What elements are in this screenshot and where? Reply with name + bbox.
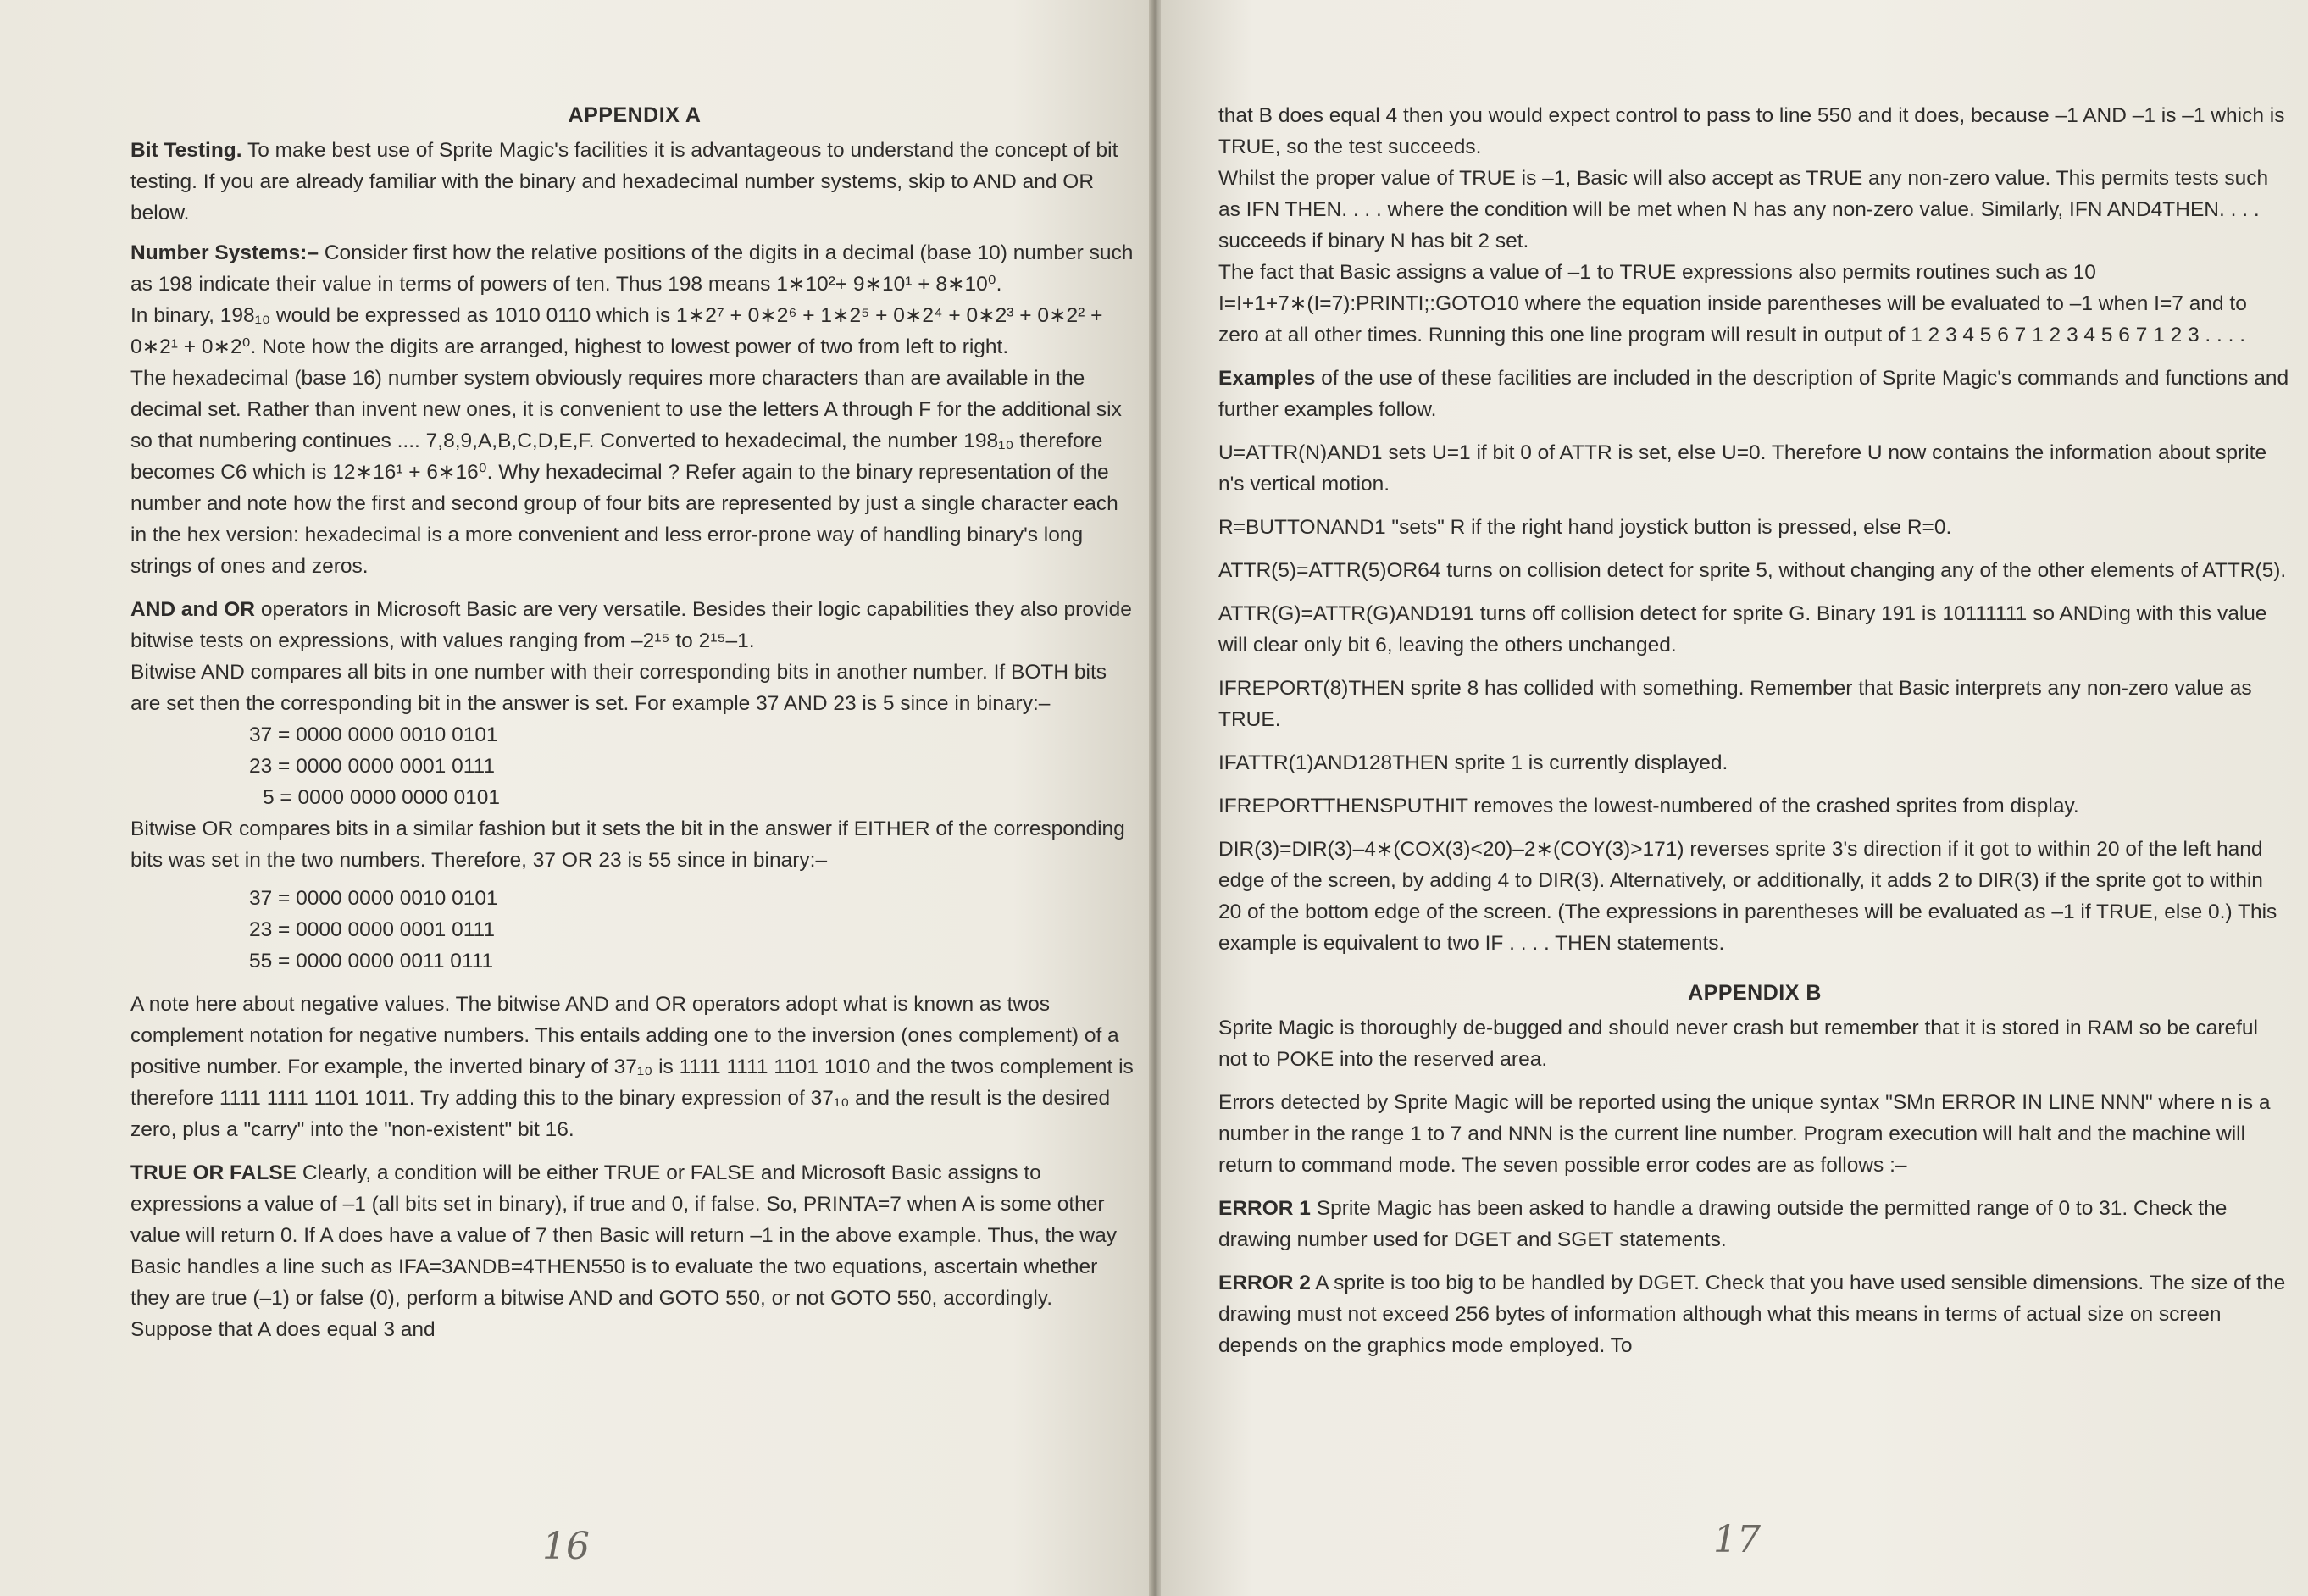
right-text-column (1218, 100, 2291, 1361)
hex-paragraph: The hexadecimal (base 16) number system obviously requires more characters than are available in the decimal set. Rather than invent new ones, it is convenient to use the letters A through F for the additional six so that numbering continues .... 7,8,9,A,B,C,D,E,F. Converted to hexadecimal, the number 198₁₀ therefore becomes C6 which is 12∗16¹ + 6∗16⁰. Why hexadecimal ? Refer again to the binary representation of the number and note how the first and second group of four bits are represented by just a single character each in the hex version: hexadecimal is a more convenient and less error-prone way of handling binary's long strings of ones and zeros. (130, 367, 1122, 578)
right-page (1161, 0, 2308, 1596)
error-1-text: Sprite Magic has been asked to handle a drawing outside the permitted range of 0 to 31. Check the drawing number used for DGET and SGET statements. (1218, 1197, 2228, 1251)
examples-text: of the use of these facilities are included in the description of Sprite Magic's commands and functions and further examples follow. (1218, 367, 2289, 421)
example-ifattr: IFATTR(1)AND128THEN sprite 1 is currently displayed. (1218, 751, 1728, 774)
true-false-lead: TRUE OR FALSE (130, 1161, 297, 1184)
and-or-text: operators in Microsoft Basic are very versatile. Besides their logic capabilities they also provide bitwise tests on expressions, with values ranging from –2¹⁵ to 2¹⁵–1. (130, 598, 1132, 652)
example-button: R=BUTTONAND1 "sets" R if the right hand joystick button is pressed, else R=0. (1218, 516, 1952, 539)
bitwise-and-paragraph: Bitwise AND compares all bits in one number with their corresponding bits in another number. If BOTH bits are set then the corresponding bit in the answer is set. For example 37 AND 23 is 5 since in binary:– (130, 661, 1107, 715)
example-attr-and1: U=ATTR(N)AND1 sets U=1 if bit 0 of ATTR is set, else U=0. Therefore U now contains the information about sprite n's vertical motion. (1218, 441, 2267, 496)
bit-testing-paragraph (130, 135, 1139, 229)
example-attr-and191: ATTR(G)=ATTR(G)AND191 turns off collision detect for sprite G. Binary 191 is 10111111 so ANDing with this value will clear only bit 6, leaving the others unchanged. (1218, 602, 2267, 657)
left-page (0, 0, 1151, 1596)
or-example-line: 37 = 0000 0000 0010 0101 (249, 887, 498, 910)
or-example-block (130, 883, 1139, 977)
error-1-paragraph (1218, 1193, 2291, 1255)
and-or-lead: AND and OR (130, 598, 255, 621)
examples-lead: Examples (1218, 367, 1316, 390)
nonzero-paragraph: Whilst the proper value of TRUE is –1, Basic will also accept as TRUE any non-zero value. This permits tests such as IFN THEN. . . . where the condition will be met when N has any non-zero value. Similarly, IFN AND4THEN. . . . succeeds if binary N has bit 2 set. (1218, 167, 2269, 252)
error-2-paragraph (1218, 1267, 2291, 1361)
page-number-left: 16 (542, 1525, 590, 1568)
left-text-column (130, 100, 1139, 1345)
number-systems-lead: Number Systems:– (130, 241, 319, 264)
appendix-a-heading: APPENDIX A (568, 103, 702, 127)
continuation-paragraph: that B does equal 4 then you would expect control to pass to line 550 and it does, because –1 AND –1 is –1 which is TRUE, so the test succeeds. (1218, 104, 2285, 158)
and-example-block (130, 719, 1139, 813)
example-dir: DIR(3)=DIR(3)–4∗(COX(3)<20)–2∗(COY(3)>171) reverses sprite 3's direction if it got to within 20 of the left hand edge of the screen, by adding 4 to DIR(3). Alternatively, or additionally, it adds 2 to DIR(3) if the sprite got to within 20 of the bottom edge of the screen. (The expressions in parentheses will be evaluated as –1 if TRUE, else 0.) This example is equivalent to two IF . . . . THEN statements. (1218, 838, 2277, 955)
appendix-b-heading: APPENDIX B (1688, 981, 1822, 1005)
negative-values-paragraph: A note here about negative values. The bitwise AND and OR operators adopt what is known as twos complement notation for negative numbers. This entails adding one to the inversion (ones complement) of a positive number. For example, the inverted binary of 37₁₀ is 1111 1111 1101 1010 and the twos complement is therefore 1111 1111 1101 1011. Try adding this to the binary expression of 37₁₀ and the result is the desired zero, plus a "carry" into the "non-existent" bit 16. (130, 993, 1134, 1141)
appendix-b-errors: Errors detected by Sprite Magic will be reported using the unique syntax "SMn ERROR IN LINE NNN" where n is a number in the range 1 to 7 and NNN is the current line number. Program execution will halt and the machine will return to command mode. The seven possible error codes are as follows :– (1218, 1091, 2271, 1177)
or-example-line: 23 = 0000 0000 0001 0111 (249, 918, 495, 941)
assign-paragraph: The fact that Basic assigns a value of –1 to TRUE expressions also permits routines such as 10 I=I+1+7∗(I=7):PRINTI;:GOTO10 where the equation inside parentheses will be evaluated to –1 when I=7 and to zero at all other times. Running this one line program will result in output of 1 2 3 4 5 6 7 1 2 3 4 5 6 7 1 2 3 . . . . (1218, 261, 2247, 346)
or-example-line: 55 = 0000 0000 0011 0111 (249, 950, 494, 973)
example-ifreport: IFREPORT(8)THEN sprite 8 has collided with something. Remember that Basic interprets any non-zero value as TRUE. (1218, 677, 2252, 731)
error-1-lead: ERROR 1 (1218, 1197, 1311, 1220)
appendix-b-intro: Sprite Magic is thoroughly de-bugged and should never crash but remember that it is stored in RAM so be careful not to POKE into the reserved area. (1218, 1017, 2258, 1071)
example-sputhit: IFREPORTTHENSPUTHIT removes the lowest-numbered of the crashed sprites from display. (1218, 795, 2079, 817)
example-attr-or64: ATTR(5)=ATTR(5)OR64 turns on collision detect for sprite 5, without changing any of the other elements of ATTR(5). (1218, 559, 2287, 582)
true-false-text: Clearly, a condition will be either TRUE or FALSE and Microsoft Basic assigns to expressions a value of –1 (all bits set in binary), if true and 0, if false. So, PRINTA=7 when A is some other value will return 0. If A does have a value of 7 then Basic will return –1 in the above example. Thus, the way Basic handles a line such as IFA=3ANDB=4THEN550 is to evaluate the two equations, ascertain whether they are true (–1) or false (0), perform a bitwise AND and GOTO 550, or not GOTO 550, accordingly. Suppose that A does equal 3 and (130, 1161, 1117, 1341)
and-or-paragraph (130, 594, 1139, 657)
bit-testing-lead: Bit Testing. (130, 139, 242, 162)
true-false-paragraph (130, 1157, 1139, 1345)
and-example-line: 5 = 0000 0000 0000 0101 (263, 786, 500, 809)
and-example-line: 37 = 0000 0000 0010 0101 (249, 723, 498, 746)
examples-paragraph (1218, 363, 2291, 425)
number-systems-paragraph (130, 237, 1139, 300)
bitwise-or-paragraph: Bitwise OR compares bits in a similar fashion but it sets the bit in the answer if EITHER of the corresponding bits was set in the two numbers. Therefore, 37 OR 23 is 55 since in binary:– (130, 817, 1125, 872)
and-example-line: 23 = 0000 0000 0001 0111 (249, 755, 495, 778)
binary-paragraph: In binary, 198₁₀ would be expressed as 1010 0110 which is 1∗2⁷ + 0∗2⁶ + 1∗2⁵ + 0∗2⁴ + 0∗2³ + 0∗2² + 0∗2¹ + 0∗2⁰. Note how the digits are arranged, highest to lowest power of two from left to right. (130, 304, 1103, 358)
error-2-text: A sprite is too big to be handled by DGET. Check that you have used sensible dimensions. The size of the drawing must not exceed 256 bytes of information although what this means in terms of actual size on screen depends on the graphics mode employed. To (1218, 1272, 2286, 1357)
bit-testing-text: To make best use of Sprite Magic's facilities it is advantageous to understand the concept of bit testing. If you are already familiar with the binary and hexadecimal number systems, skip to AND and OR below. (130, 139, 1118, 224)
error-2-lead: ERROR 2 (1218, 1272, 1311, 1294)
number-systems-text: Consider first how the relative positions of the digits in a decimal (base 10) number such as 198 indicate their value in terms of powers of ten. Thus 198 means 1∗10²+ 9∗10¹ + 8∗10⁰. (130, 241, 1134, 296)
page-number-right: 17 (1713, 1518, 1761, 1561)
